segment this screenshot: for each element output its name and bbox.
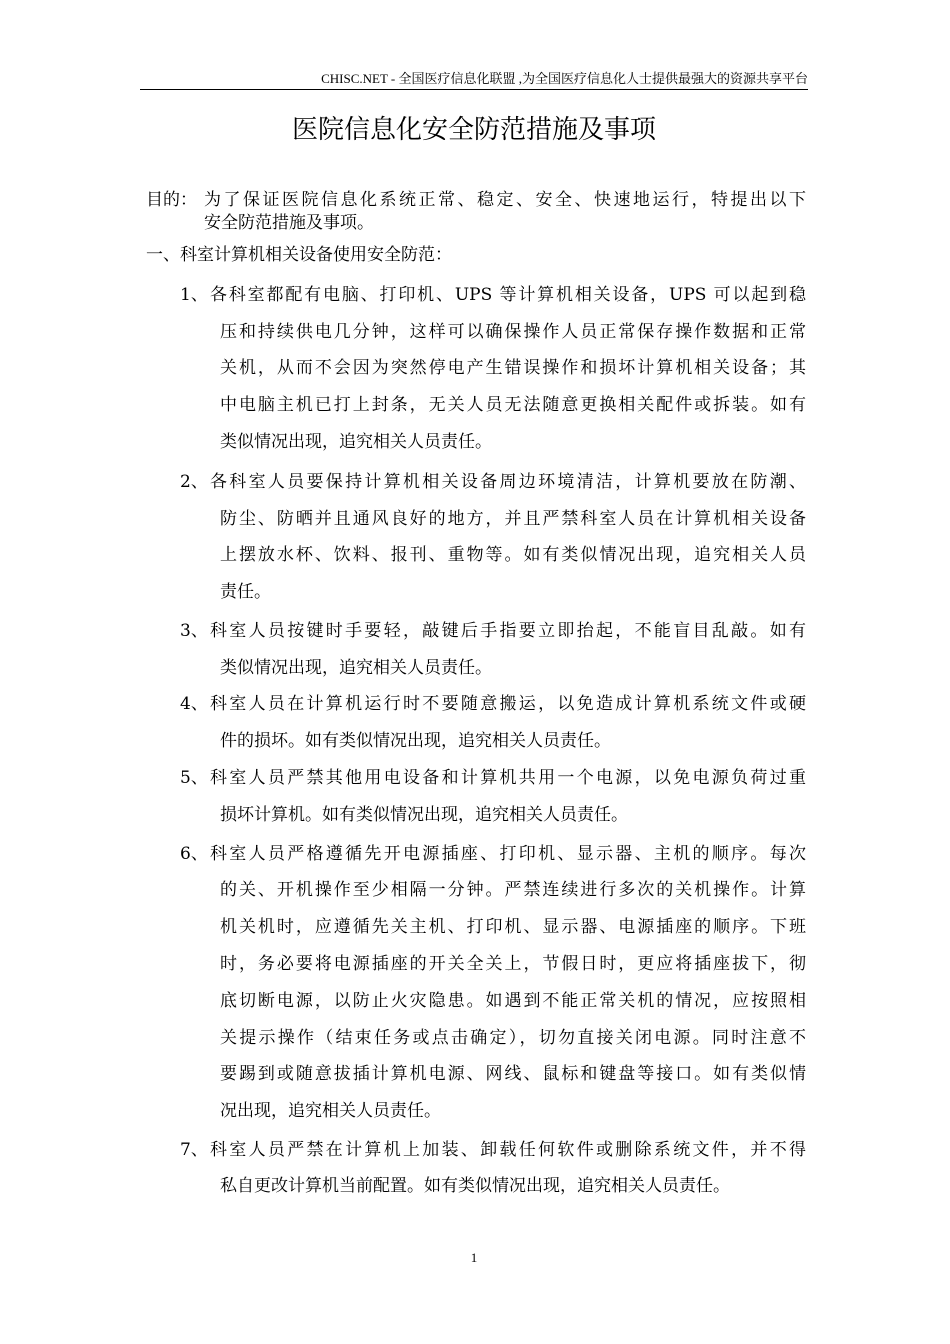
list-item-text: 科室人员严格遵循先开电源插座、打印机、显示器、主机的顺序。每次 — [210, 844, 806, 864]
list-item-text: 科室人员按键时手要轻，敲键后手指要立即抬起，不能盲目乱敲。如有 — [210, 621, 806, 641]
list-item-text: 类似情况出现，追究相关人员责任。 — [220, 658, 492, 678]
list-item-text: 私自更改计算机当前配置。如有类似情况出现，追究相关人员责任。 — [220, 1176, 730, 1196]
document-title: 医院信息化安全防范措施及事项 — [291, 115, 656, 145]
list-item-text: 上摆放水杯、饮料、报刊、重物等。如有类似情况出现，追究相关人员 — [220, 545, 806, 565]
list-item-text: 各科室人员要保持计算机相关设备周边环境清洁，计算机要放在防潮、 — [210, 472, 806, 492]
list-item-text: 中电脑主机已打上封条，无关人员无法随意更换相关配件或拆装。如有 — [220, 395, 806, 415]
list-item-text: 各科室都配有电脑、打印机、UPS 等计算机相关设备，UPS 可以起到稳 — [210, 285, 806, 305]
list-item-text: 责任。 — [220, 582, 271, 602]
list-item-number: 3、 — [180, 621, 208, 641]
list-item-text: 损坏计算机。如有类似情况出现，追究相关人员责任。 — [220, 805, 628, 825]
purpose-label: 目的： — [146, 190, 197, 210]
list-item-text: 科室人员严禁在计算机上加装、卸载任何软件或删除系统文件，并不得 — [210, 1140, 806, 1160]
list-item-text: 时，务必要将电源插座的开关全关上，节假日时，更应将插座拔下，彻 — [220, 954, 806, 974]
page-header: CHISC.NET - 全国医疗信息化联盟 ,为全国医疗信息化人士提供最强大的资源共享平台 — [321, 71, 808, 86]
list-item-text: 科室人员在计算机运行时不要随意搬运，以免造成计算机系统文件或硬 — [210, 694, 806, 714]
list-item-text: 机关机时，应遵循先关主机、打印机、显示器、电源插座的顺序。下班 — [220, 917, 806, 937]
list-item-text: 科室人员严禁其他用电设备和计算机共用一个电源，以免电源负荷过重 — [210, 768, 806, 788]
list-item-text: 类似情况出现，追究相关人员责任。 — [220, 432, 492, 452]
list-item-text: 件的损坏。如有类似情况出现，追究相关人员责任。 — [220, 731, 611, 751]
list-item-number: 2、 — [180, 472, 208, 492]
list-item-number: 6、 — [180, 844, 208, 864]
list-item-number: 1、 — [180, 285, 208, 305]
list-item-text: 关提示操作（结束任务或点击确定），切勿直接关闭电源。同时注意不 — [220, 1028, 806, 1048]
purpose-line: 为了保证医院信息化系统正常、稳定、安全、快速地运行，特提出以下 — [204, 190, 806, 210]
list-item-text: 要踢到或随意拔插计算机电源、网线、鼠标和键盘等接口。如有类似情 — [220, 1064, 806, 1084]
list-item-number: 4、 — [180, 694, 208, 714]
page-number: 1 — [470, 1250, 478, 1265]
list-item-text: 的关、开机操作至少相隔一分钟。严禁连续进行多次的关机操作。计算 — [220, 880, 806, 900]
list-item-number: 5、 — [180, 768, 208, 788]
section-heading: 一、科室计算机相关设备使用安全防范： — [146, 245, 452, 265]
list-item-text: 况出现，追究相关人员责任。 — [220, 1101, 441, 1121]
list-item-number: 7、 — [180, 1140, 208, 1160]
header-divider — [140, 89, 808, 90]
list-item-text: 压和持续供电几分钟，这样可以确保操作人员正常保存操作数据和正常 — [220, 322, 806, 342]
list-item-text: 防尘、防晒并且通风良好的地方，并且严禁科室人员在计算机相关设备 — [220, 509, 806, 529]
purpose-line: 安全防范措施及事项。 — [204, 213, 374, 233]
list-item-text: 底切断电源，以防止火灾隐患。如遇到不能正常关机的情况，应按照相 — [220, 991, 806, 1011]
list-item-text: 关机，从而不会因为突然停电产生错误操作和损坏计算机相关设备；其 — [220, 358, 806, 378]
